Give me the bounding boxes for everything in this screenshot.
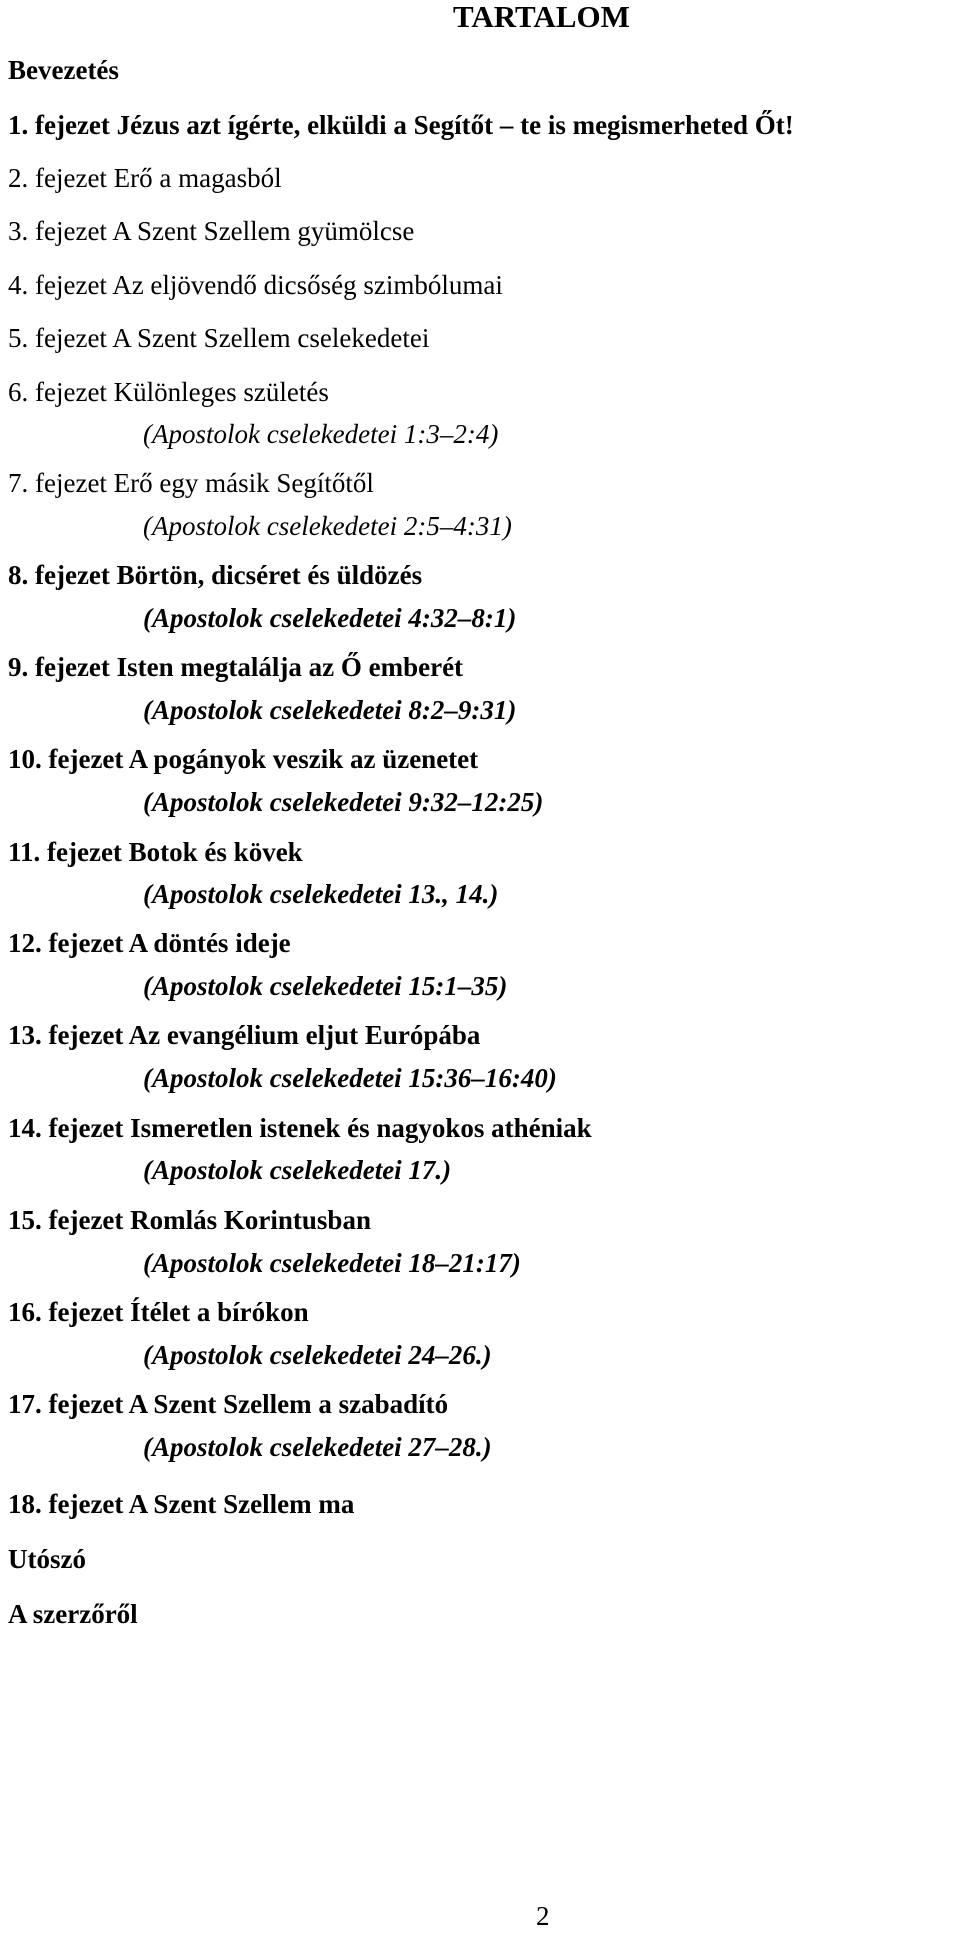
toc-entry-chapter-9-reference: (Apostolok cselekedetei 8:2–9:31) bbox=[143, 695, 517, 725]
toc-entry-chapter-3: 3. fejezet A Szent Szellem gyümölcse bbox=[8, 216, 415, 246]
toc-entry-chapter-17-reference: (Apostolok cselekedetei 27–28.) bbox=[143, 1432, 492, 1462]
toc-entry-chapter-8: 8. fejezet Börtön, dicséret és üldözés bbox=[8, 560, 423, 590]
toc-entry-chapter-7: 7. fejezet Erő egy másik Segítőtől bbox=[8, 468, 374, 498]
toc-entry-chapter-12: 12. fejezet A döntés ideje bbox=[8, 928, 291, 958]
toc-entry-chapter-5: 5. fejezet A Szent Szellem cselekedetei bbox=[8, 323, 430, 353]
toc-entry-chapter-6: 6. fejezet Különleges születés bbox=[8, 377, 329, 407]
toc-entry-chapter-10: 10. fejezet A pogányok veszik az üzenetet bbox=[8, 744, 479, 774]
toc-entry-chapter-9: 9. fejezet Isten megtalálja az Ő emberét bbox=[8, 652, 464, 682]
toc-entry-chapter-18: 18. fejezet A Szent Szellem ma bbox=[8, 1489, 355, 1519]
toc-entry-chapter-14: 14. fejezet Ismeretlen istenek és nagyokos athéniak bbox=[8, 1113, 592, 1143]
toc-entry-chapter-15-reference: (Apostolok cselekedetei 18–21:17) bbox=[143, 1248, 521, 1278]
toc-entry-chapter-12-reference: (Apostolok cselekedetei 15:1–35) bbox=[143, 971, 508, 1001]
toc-entry-chapter-14-reference: (Apostolok cselekedetei 17.) bbox=[143, 1155, 452, 1185]
toc-entry-chapter-16-reference: (Apostolok cselekedetei 24–26.) bbox=[143, 1340, 492, 1370]
toc-entry-chapter-2: 2. fejezet Erő a magasból bbox=[8, 163, 282, 193]
toc-entry-chapter-16: 16. fejezet Ítélet a bírókon bbox=[8, 1297, 309, 1327]
toc-entry-chapter-10-reference: (Apostolok cselekedetei 9:32–12:25) bbox=[143, 787, 544, 817]
toc-entry-chapter-1: 1. fejezet Jézus azt ígérte, elküldi a Segítőt – te is megismerheted Őt! bbox=[8, 110, 794, 140]
toc-entry-chapter-13-reference: (Apostolok cselekedetei 15:36–16:40) bbox=[143, 1063, 557, 1093]
toc-entry-chapter-8-reference: (Apostolok cselekedetei 4:32–8:1) bbox=[143, 603, 517, 633]
toc-entry-introduction: Bevezetés bbox=[8, 55, 119, 85]
toc-entry-afterword: Utószó bbox=[8, 1544, 86, 1574]
toc-entry-chapter-17: 17. fejezet A Szent Szellem a szabadító bbox=[8, 1389, 449, 1419]
toc-entry-chapter-13: 13. fejezet Az evangélium eljut Európába bbox=[8, 1020, 481, 1050]
toc-entry-about-author: A szerzőről bbox=[8, 1599, 138, 1629]
toc-entry-chapter-15: 15. fejezet Romlás Korintusban bbox=[8, 1205, 371, 1235]
toc-entry-chapter-11: 11. fejezet Botok és kövek bbox=[8, 837, 303, 867]
page-title: TARTALOM bbox=[453, 0, 630, 34]
toc-entry-chapter-11-reference: (Apostolok cselekedetei 13., 14.) bbox=[143, 879, 499, 909]
toc-entry-chapter-6-reference: (Apostolok cselekedetei 1:3–2:4) bbox=[143, 419, 499, 449]
toc-entry-chapter-4: 4. fejezet Az eljövendő dicsőség szimbólumai bbox=[8, 270, 503, 300]
page-number: 2 bbox=[536, 1901, 550, 1931]
toc-entry-chapter-7-reference: (Apostolok cselekedetei 2:5–4:31) bbox=[143, 511, 512, 541]
